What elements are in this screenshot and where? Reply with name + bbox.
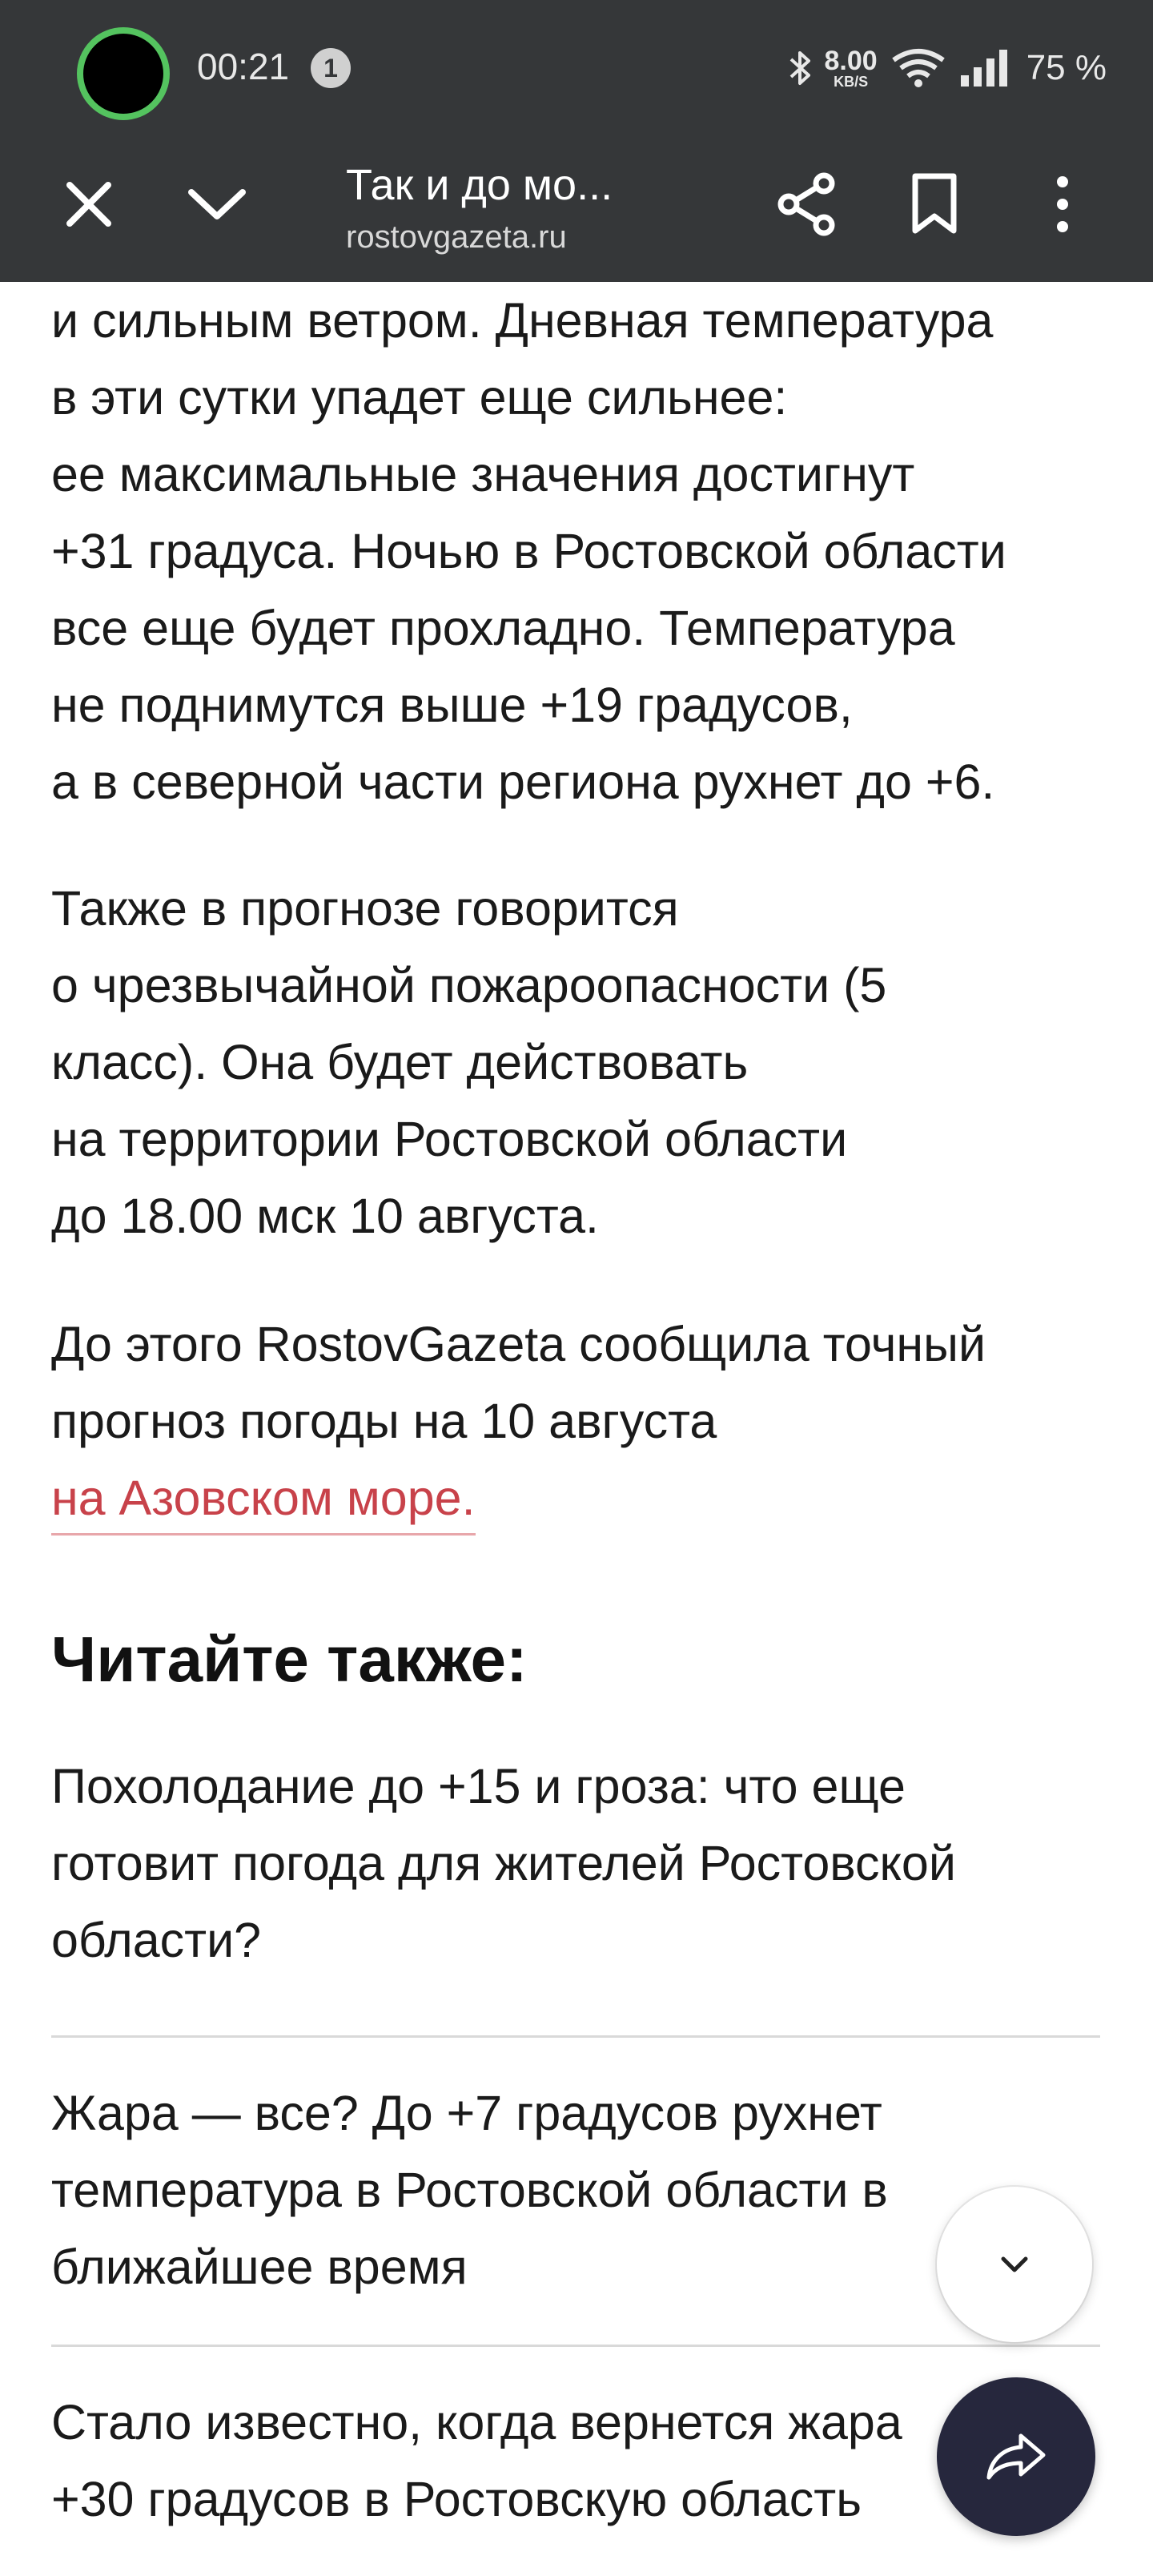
related-article-item[interactable] (51, 1748, 1100, 2038)
read-also-heading: Читайте также: (51, 1624, 528, 1695)
text-line: на территории Ростовской области (51, 1112, 848, 1166)
share-forward-icon (984, 2431, 1048, 2482)
article-paragraph (51, 870, 886, 1254)
related-article-line: температура в Ростовской области в (51, 2163, 888, 2217)
page-url: rostovgazeta.ru (346, 219, 567, 255)
text-line: не поднимутся выше +19 градусов, (51, 678, 853, 732)
chevron-down-icon (998, 2254, 1030, 2275)
text-line-link (51, 1459, 986, 1536)
net-speed (825, 47, 878, 89)
notification-count-badge: 1 (311, 48, 351, 88)
page-title-block[interactable] (346, 160, 698, 256)
browser-chrome (0, 0, 1153, 282)
text-line: а в северной части региона рухнет до +6. (51, 755, 995, 809)
article-paragraph (51, 1306, 986, 1536)
related-article-line: области? (51, 1913, 262, 1967)
text-line: до 18.00 мск 10 августа. (51, 1189, 599, 1243)
related-article-line: ближайшее время (51, 2240, 468, 2294)
scroll-down-button[interactable] (937, 2187, 1092, 2342)
azov-sea-forecast-link[interactable]: на Азовском море. (51, 1464, 476, 1536)
text-line: класс). Она будет действовать (51, 1035, 749, 1089)
status-indicators (788, 40, 1107, 96)
status-bar (0, 0, 1153, 136)
status-time: 00:21 (197, 46, 290, 87)
text-line: о чрезвычайной пожароопасности (5 (51, 958, 887, 1012)
close-button[interactable] (45, 160, 133, 248)
wifi-icon (890, 47, 946, 89)
text-line: ее максимальные значения достигнут (51, 447, 915, 501)
close-icon (65, 180, 113, 228)
text-line: До этого RostovGazeta сообщила точный (51, 1317, 986, 1371)
bookmark-icon (910, 173, 958, 235)
related-article-line: Жара — все? До +7 градусов рухнет (51, 2086, 882, 2140)
net-speed-unit: KB/S (834, 74, 869, 90)
avatar (77, 27, 170, 120)
related-article-item[interactable] (51, 2038, 1100, 2347)
net-speed-value: 8.00 (824, 46, 878, 76)
text-line: в эти сутки упадет еще сильнее: (51, 370, 788, 425)
minimize-button[interactable] (173, 160, 261, 248)
bookmark-button[interactable] (890, 160, 978, 248)
related-article-line: Похолодание до +15 и гроза: что еще (51, 1759, 906, 1813)
related-article-line: готовит погода для жителей Ростовской (51, 1836, 956, 1890)
chevron-down-icon (187, 186, 247, 223)
page-title: Так и до мо... (346, 161, 613, 209)
related-article-line: +30 градусов в Ростовскую область (51, 2472, 862, 2526)
article-paragraph (51, 282, 1006, 820)
bluetooth-icon (788, 48, 812, 88)
text-line: прогноз погоды на 10 августа (51, 1394, 717, 1448)
text-line: все еще будет прохладно. Температура (51, 601, 955, 655)
share-article-button[interactable] (937, 2377, 1095, 2536)
more-options-button[interactable] (1018, 160, 1107, 248)
signal-icon (959, 48, 1010, 88)
text-line: +31 градуса. Ночью в Ростовской области (51, 524, 1006, 578)
battery-percent: 75 % (1026, 48, 1107, 87)
text-line: Также в прогнозе говорится (51, 881, 679, 936)
text-line: и сильным ветром. Дневная температура (51, 293, 994, 348)
more-vert-icon (1055, 175, 1071, 233)
custom-tab-toolbar (0, 136, 1153, 282)
share-button[interactable] (762, 160, 850, 248)
related-article-line: Стало известно, когда вернется жара (51, 2395, 902, 2449)
share-icon (776, 172, 837, 236)
